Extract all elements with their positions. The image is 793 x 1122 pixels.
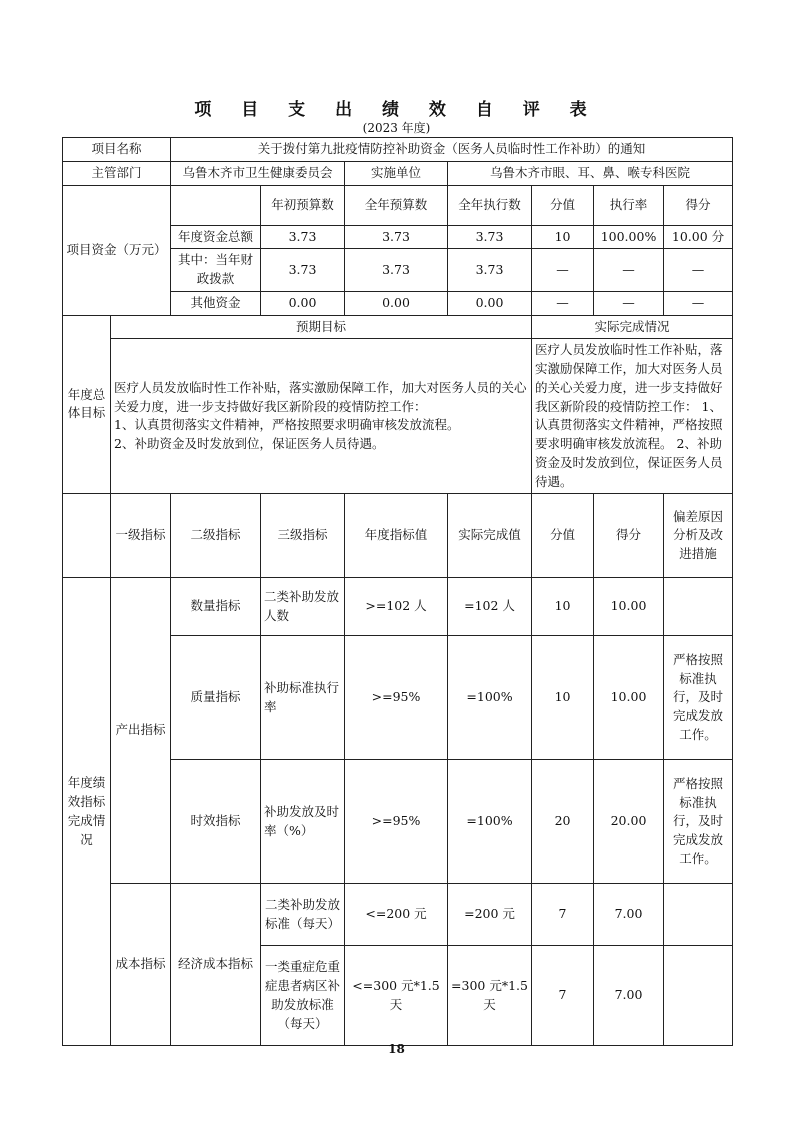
dept-label: 主管部门 — [63, 161, 171, 185]
l3-indicator: 二类补助发放人数 — [261, 578, 345, 636]
funds-label: 项目资金（万元） — [63, 185, 171, 315]
target-value: >=95% — [345, 760, 448, 884]
funds-cell: — — [594, 249, 664, 292]
funds-cell: 3.73 — [345, 225, 448, 249]
funds-header: 全年执行数 — [448, 185, 532, 225]
page-number: 18 — [388, 1042, 405, 1056]
indicator-header: 一级指标 — [111, 494, 171, 578]
cost-indicator-label: 成本指标 — [111, 884, 171, 1046]
l2-indicator: 经济成本指标 — [171, 884, 261, 1046]
funds-cell: — — [664, 291, 733, 315]
project-name-value: 关于拨付第九批疫情防控补助资金（医务人员临时性工作补助）的通知 — [171, 138, 733, 162]
funds-cell: 0.00 — [345, 291, 448, 315]
deviation-note — [664, 946, 733, 1046]
score-value: 10 — [532, 578, 594, 636]
score: 10.00 — [594, 636, 664, 760]
indicator-header: 得分 — [594, 494, 664, 578]
deviation-note: 严格按照标准执行，及时完成发放工作。 — [664, 636, 733, 760]
funds-header: 分值 — [532, 185, 594, 225]
l3-indicator: 补助标准执行率 — [261, 636, 345, 760]
score-value: 7 — [532, 946, 594, 1046]
expected-goal-header: 预期目标 — [111, 315, 532, 339]
indicator-header: 偏差原因分析及改进措施 — [664, 494, 733, 578]
score-value: 10 — [532, 636, 594, 760]
funds-cell: 3.73 — [448, 249, 532, 292]
l2-indicator: 时效指标 — [171, 760, 261, 884]
target-value: >=95% — [345, 636, 448, 760]
actual-value: =300 元*1.5 天 — [448, 946, 532, 1046]
funds-header: 得分 — [664, 185, 733, 225]
fiscal-year: (2023 年度) — [362, 121, 431, 135]
target-value: >=102 人 — [345, 578, 448, 636]
target-value: <=300 元*1.5 天 — [345, 946, 448, 1046]
dept-value: 乌鲁木齐市卫生健康委员会 — [171, 161, 345, 185]
output-indicator-label: 产出指标 — [111, 578, 171, 884]
l2-indicator: 数量指标 — [171, 578, 261, 636]
l2-indicator: 质量指标 — [171, 636, 261, 760]
funds-cell: 3.73 — [448, 225, 532, 249]
l3-indicator: 一类重症危重症患者病区补助发放标准（每天） — [261, 946, 345, 1046]
funds-header: 执行率 — [594, 185, 664, 225]
score: 7.00 — [594, 884, 664, 946]
actual-value: =100% — [448, 760, 532, 884]
funds-cell: 0.00 — [261, 291, 345, 315]
funds-cell: 3.73 — [261, 249, 345, 292]
funds-header: 年初预算数 — [261, 185, 345, 225]
score: 20.00 — [594, 760, 664, 884]
funds-row-label: 其中：当年财政拨款 — [171, 249, 261, 292]
evaluation-table — [62, 137, 733, 1046]
score-value: 20 — [532, 760, 594, 884]
score: 10.00 — [594, 578, 664, 636]
funds-cell: — — [532, 291, 594, 315]
target-value: <=200 元 — [345, 884, 448, 946]
actual-result-header: 实际完成情况 — [532, 315, 733, 339]
impl-label: 实施单位 — [345, 161, 448, 185]
indicator-header: 三级指标 — [261, 494, 345, 578]
funds-row-label: 年度资金总额 — [171, 225, 261, 249]
indicator-section-label: 年度绩效指标完成情况 — [63, 578, 111, 1046]
score-value: 7 — [532, 884, 594, 946]
page-title: 项 目 支 出 绩 效 自 评 表 — [194, 100, 599, 120]
deviation-note — [664, 578, 733, 636]
funds-cell: — — [664, 249, 733, 292]
funds-row-label: 其他资金 — [171, 291, 261, 315]
funds-header-blank — [171, 185, 261, 225]
indicator-header: 年度指标值 — [345, 494, 448, 578]
funds-cell: — — [532, 249, 594, 292]
deviation-note: 严格按照标准执行，及时完成发放工作。 — [664, 760, 733, 884]
actual-value: =100% — [448, 636, 532, 760]
l3-indicator: 补助发放及时率（%） — [261, 760, 345, 884]
impl-value: 乌鲁木齐市眼、耳、鼻、喉专科医院 — [448, 161, 733, 185]
deviation-note — [664, 884, 733, 946]
project-name-label: 项目名称 — [63, 138, 171, 162]
l3-indicator: 二类补助发放标准（每天） — [261, 884, 345, 946]
indicator-header: 二级指标 — [171, 494, 261, 578]
score: 7.00 — [594, 946, 664, 1046]
actual-value: =200 元 — [448, 884, 532, 946]
funds-header: 全年预算数 — [345, 185, 448, 225]
funds-cell: 10.00 分 — [664, 225, 733, 249]
funds-cell: 3.73 — [345, 249, 448, 292]
funds-cell: 3.73 — [261, 225, 345, 249]
indicator-header: 实际完成值 — [448, 494, 532, 578]
actual-value: =102 人 — [448, 578, 532, 636]
indicator-header: 分值 — [532, 494, 594, 578]
actual-result-text: 医疗人员发放临时性工作补贴，落实激励保障工作，加大对医务人员的关心关爱力度，进一步支持做好我区新阶段的疫情防控工作： 1、认真贯彻落实文件精神，严格按照要求明确审核发放流程。 2、补助资金及时发放到位，保证医务人员待遇。 — [532, 339, 733, 494]
indicator-header-blank — [63, 494, 111, 578]
funds-cell: 100.00% — [594, 225, 664, 249]
goals-label: 年度总体目标 — [63, 315, 111, 494]
funds-cell: 10 — [532, 225, 594, 249]
funds-cell: — — [594, 291, 664, 315]
funds-cell: 0.00 — [448, 291, 532, 315]
expected-goal-text: 医疗人员发放临时性工作补贴，落实激励保障工作，加大对医务人员的关心关爱力度，进一步支持做好我区新阶段的疫情防控工作： 1、认真贯彻落实文件精神，严格按照要求明确审核发放流程。 2、补助资金及时发放到位，保证医务人员待遇。 — [111, 339, 532, 494]
